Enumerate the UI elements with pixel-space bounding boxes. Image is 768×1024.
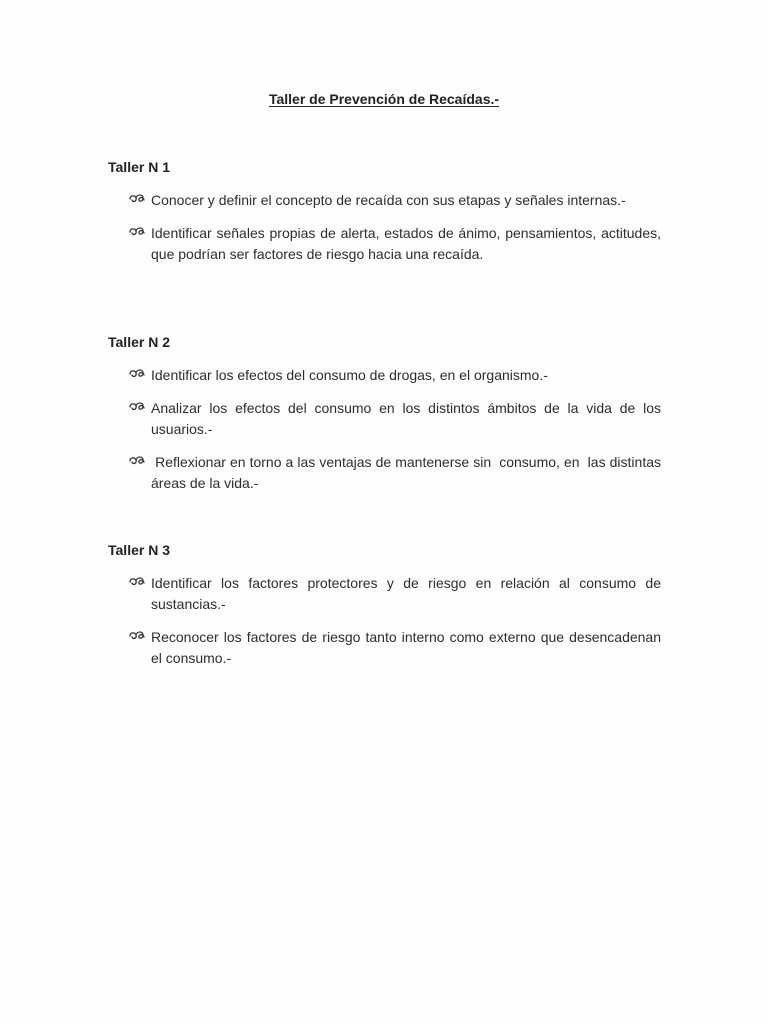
list-item: [108, 452, 665, 494]
ornamental-loop-bullet-icon: [128, 191, 146, 205]
item-text: Reflexionar en torno a las ventajas de mantenerse sin consumo, en las distintas áreas de la vida.-: [151, 454, 665, 491]
bullet-list: [108, 365, 665, 494]
ornamental-loop-bullet-icon: [128, 453, 146, 467]
section-taller-1: [108, 158, 661, 277]
bullet-list: [108, 573, 661, 669]
list-item: [108, 190, 661, 211]
ornamental-loop-bullet-icon: [128, 366, 146, 380]
list-item: [108, 223, 661, 265]
list-item: [108, 573, 661, 615]
section-heading: Taller N 3: [108, 542, 170, 558]
section-heading: Taller N 2: [108, 334, 170, 350]
item-text: Identificar los efectos del consumo de drogas, en el organismo.-: [151, 367, 548, 383]
item-text: Conocer y definir el concepto de recaída con sus etapas y señales internas.-: [151, 192, 626, 208]
item-text: Analizar los efectos del consumo en los distintos ámbitos de la vida de los usuarios.-: [151, 400, 661, 437]
ornamental-loop-bullet-icon: [128, 628, 146, 642]
item-text: Identificar señales propias de alerta, estados de ánimo, pensamientos, actitudes, que podrían ser factores de riesgo hacia una recaída.: [151, 225, 661, 262]
section-taller-2: [108, 333, 665, 506]
list-item: [108, 398, 661, 440]
list-item: [108, 365, 661, 386]
document-title: Taller de Prevención de Recaídas.-: [268, 91, 500, 107]
section-heading: Taller N 1: [108, 159, 170, 175]
item-text: Reconocer los factores de riesgo tanto interno como externo que desencadenan el consumo.-: [151, 629, 661, 666]
ornamental-loop-bullet-icon: [128, 224, 146, 238]
ornamental-loop-bullet-icon: [128, 399, 146, 413]
ornamental-loop-bullet-icon: [128, 574, 146, 588]
bullet-list: [108, 190, 661, 265]
section-taller-3: [108, 541, 661, 681]
list-item: [108, 627, 661, 669]
item-text: Identificar los factores protectores y de riesgo en relación al consumo de sustancias.-: [151, 575, 661, 612]
